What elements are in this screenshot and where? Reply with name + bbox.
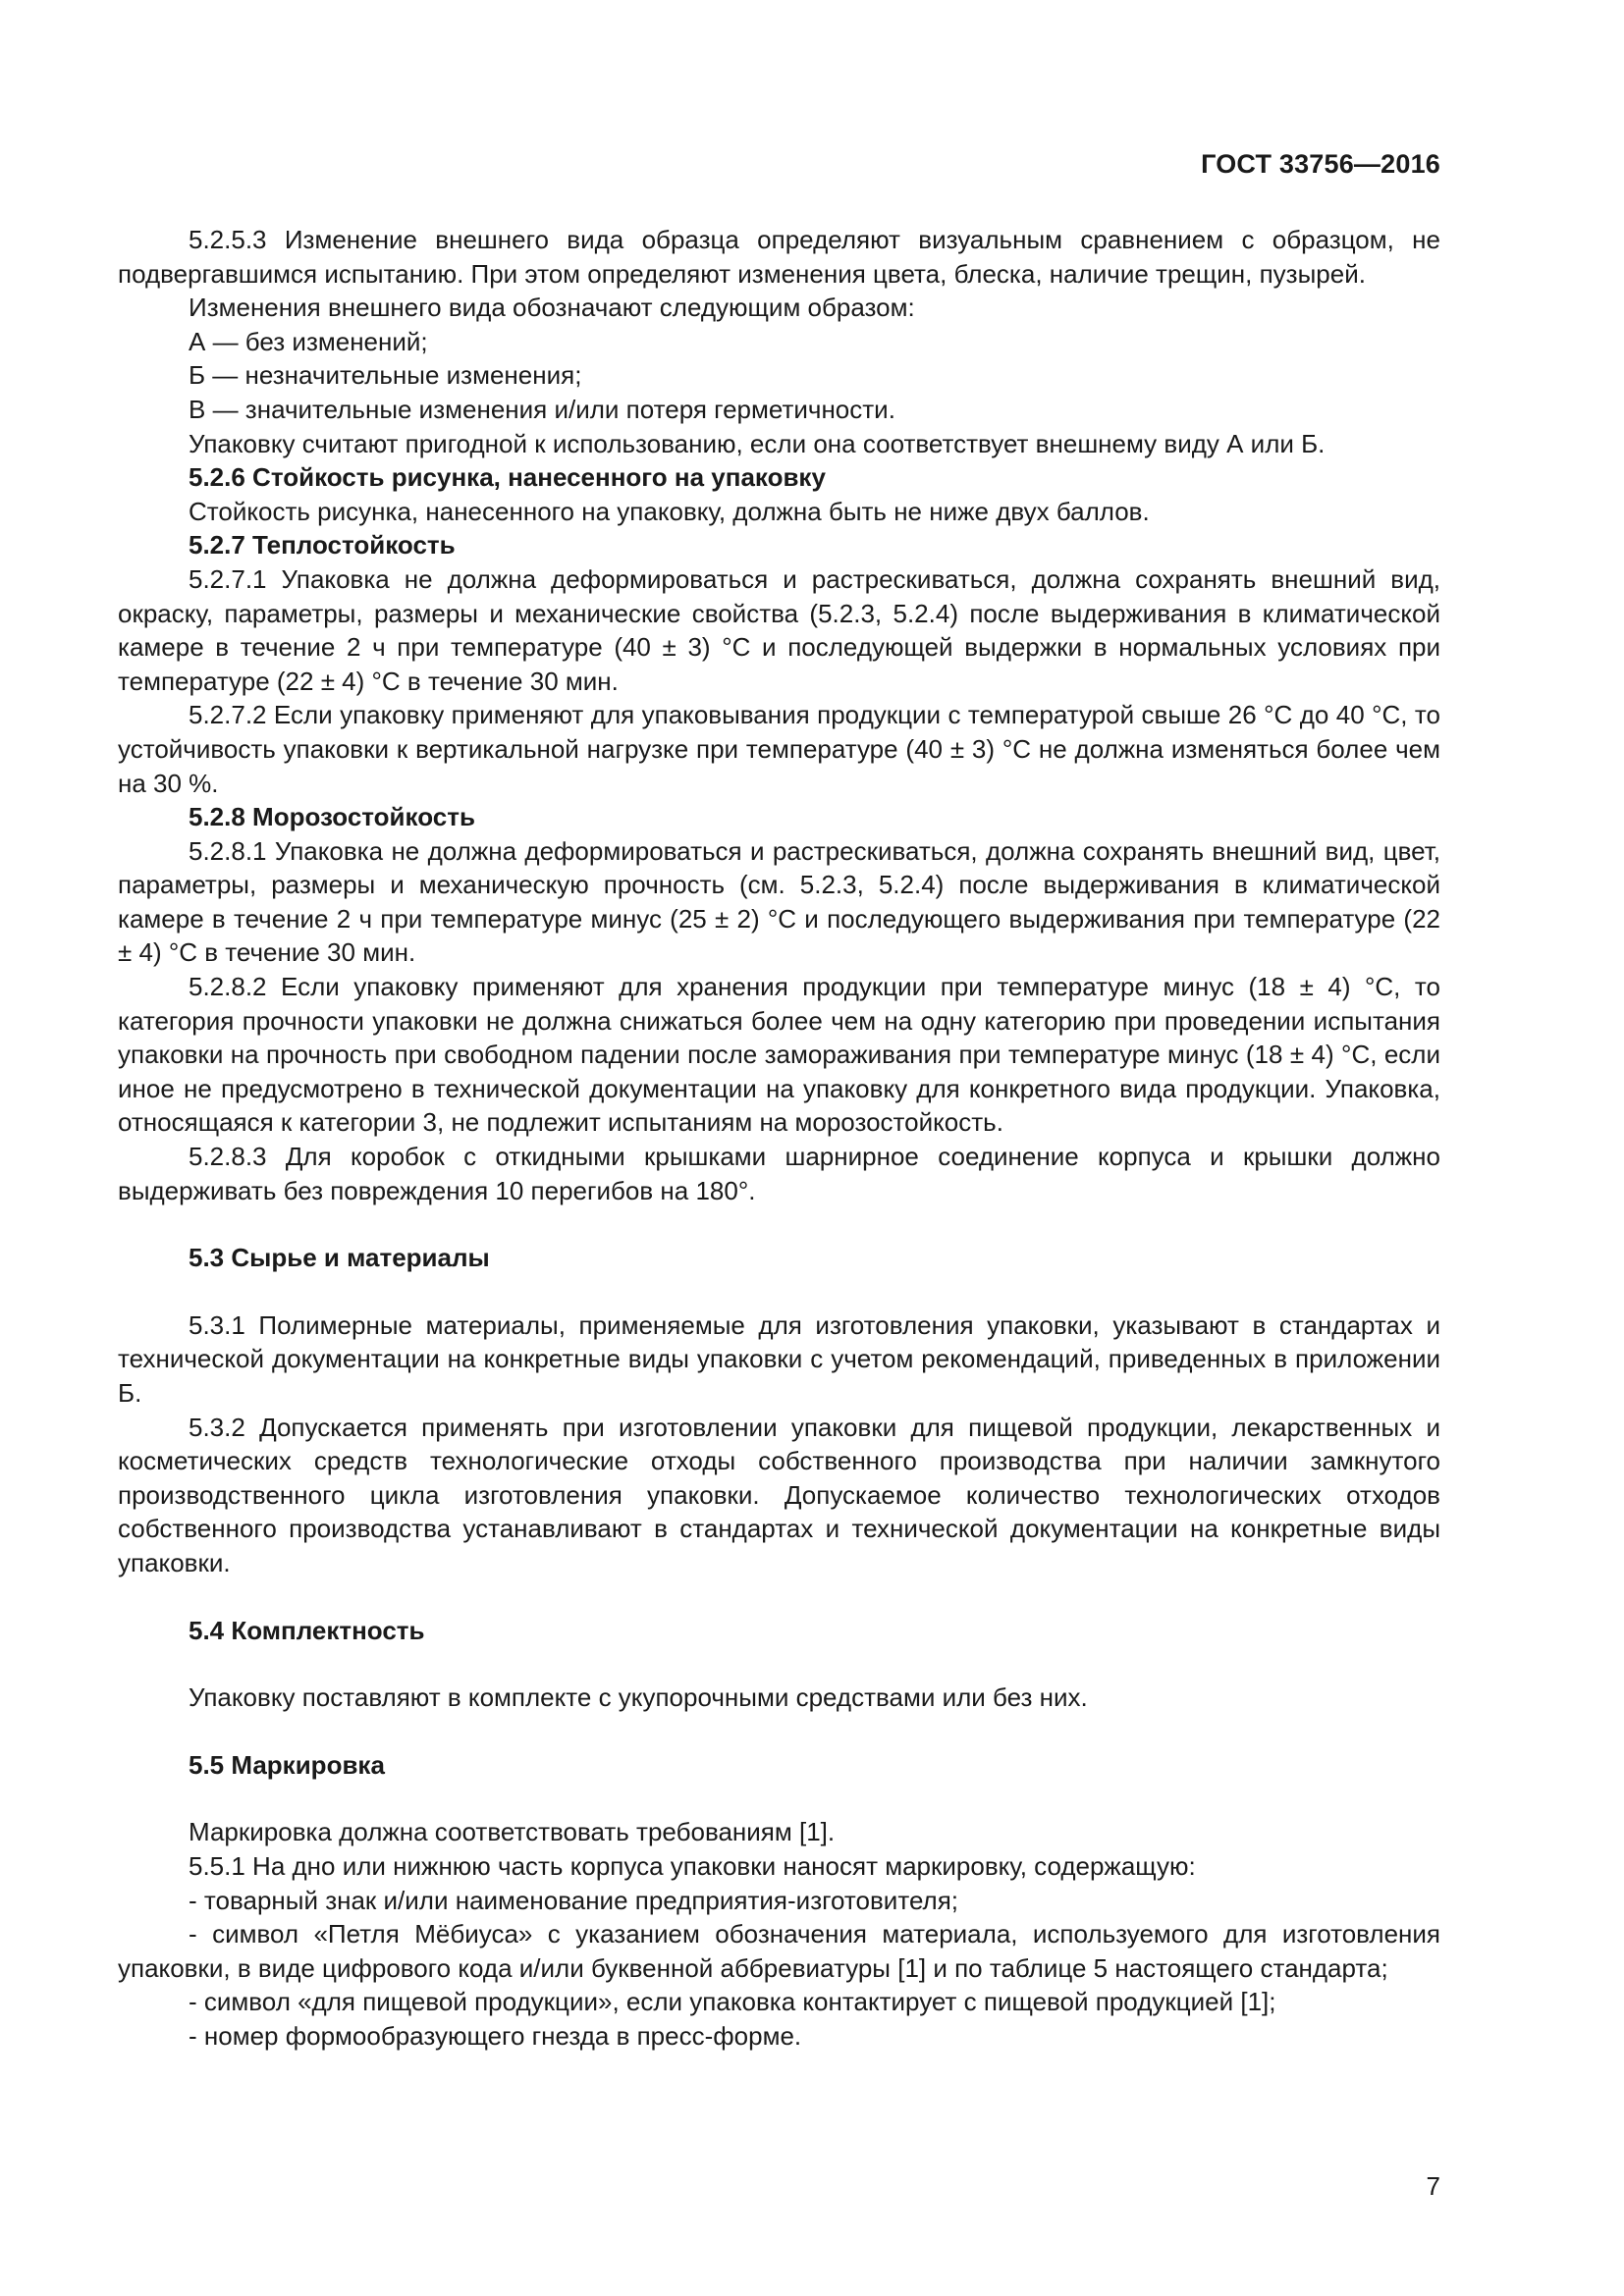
paragraph-appearance-intro: Изменения внешнего вида обозначают следующим образом: <box>189 293 915 323</box>
document-header-id: ГОСТ 33756—2016 <box>1201 149 1440 179</box>
heading-5-2-7: 5.2.7 Теплостойкость <box>189 530 456 561</box>
heading-5-2-6: 5.2.6 Стойкость рисунка, нанесенного на упаковку <box>189 462 826 493</box>
paragraph-5-2-7-1: 5.2.7.1 Упаковка не должна деформироваться и растрескиваться, должна сохранять внешний вид, окраску, параметры, размеры и механические свойства (5.2.3, 5.2.4) после выдерживания в климатической камере в течение 2 ч при температуре (40 ± 3) °С и последующей выдержки в нормальных условиях при температуре (22 ± 4) °С в течение 30 мин. <box>118 563 1440 696</box>
paragraph-5-2-7-2: 5.2.7.2 Если упаковку применяют для упаковывания продукции с температурой свыше 26 °С до 40 °С, то устойчивость упаковки к вертикальной нагрузке при температуре (40 ± 3) °С не должна изменяться более чем на 30 %. <box>118 700 1440 798</box>
marking-item-food-symbol: - символ «для пищевой продукции», если упаковка контактирует с пищевой продукцией [1]; <box>189 1987 1276 2017</box>
heading-5-5: 5.5 Маркировка <box>189 1749 385 1780</box>
list-item-b: Б — незначительные изменения; <box>189 360 582 391</box>
marking-item-cavity-number: - номер формообразующего гнезда в пресс-форме. <box>189 2020 802 2051</box>
paragraph-5-2-8-2: 5.2.8.2 Если упаковку применяют для хранения продукции при температуре минус (18 ± 4) °С, то категория прочности упаковки не должна снижаться более чем на одну категорию при проведении испытания упаковки на прочность при свободном падении после замораживания при температуре минус (18 ± 4) °С, если иное не предусмотрено в технической документации на упаковку для конкретного вида продукции. Упаковка, относящаяся к категории 3, не подлежит испытаниям на морозостойкость. <box>118 972 1440 1138</box>
list-item-v: В — значительные изменения и/или потеря герметичности. <box>189 394 895 424</box>
page-number: 7 <box>1426 2171 1440 2201</box>
marking-item-trademark: - товарный знак и/или наименование предприятия-изготовителя; <box>189 1885 959 1915</box>
paragraph-5-2-6: Стойкость рисунка, нанесенного на упаковку, должна быть не ниже двух баллов. <box>189 496 1150 526</box>
paragraph-5-3-1: 5.3.1 Полимерные материалы, применяемые для изготовления упаковки, указывают в стандартах и технической документации на конкретные виды упаковки с учетом рекомендаций, приведенных в приложении Б. <box>118 1309 1440 1408</box>
paragraph-5-3-2: 5.3.2 Допускается применять при изготовлении упаковки для пищевой продукции, лекарственных и косметических средств технологические отходы собственного производства при наличии замкнутого производственного цикла изготовления упаковки. Допускаемое количество технологических отходов собственного производства устанавливают в стандартах и технической документации на конкретные виды упаковки. <box>118 1412 1440 1577</box>
paragraph-5-2-5-3: 5.2.5.3 Изменение внешнего вида образца определяют визуальным сравнением с образцом, не подвергавшимся испытанию. При этом определяют изменения цвета, блеска, наличие трещин, пузырей. <box>118 225 1440 289</box>
paragraph-5-2-8-1: 5.2.8.1 Упаковка не должна деформироваться и растрескиваться, должна сохранять внешний вид, цвет, параметры, размеры и механическую прочность (см. 5.2.3, 5.2.4) после выдерживания в климатической камере в течение 2 ч при температуре минус (25 ± 2) °С и последующего выдерживания при температуре (22 ± 4) °С в течение 30 мин. <box>118 835 1440 968</box>
paragraph-5-5-1: 5.5.1 На дно или нижнюю часть корпуса упаковки наносят маркировку, содержащую: <box>189 1850 1196 1881</box>
paragraph-usability: Упаковку считают пригодной к использованию, если она соответствует внешнему виду А или Б. <box>189 428 1326 458</box>
list-item-a: А — без изменений; <box>189 326 428 356</box>
marking-item-mobius: - символ «Петля Мёбиуса» с указанием обозначения материала, используемого для изготовления упаковки, в виде цифрового кода и/или буквенной аббревиатуры [1] и по таблице 5 настоящего стандарта; <box>118 1919 1440 1983</box>
heading-5-4: 5.4 Комплектность <box>189 1615 425 1645</box>
paragraph-5-5-intro: Маркировка должна соответствовать требованиям [1]. <box>189 1817 836 1847</box>
heading-5-3: 5.3 Сырье и материалы <box>189 1243 490 1273</box>
paragraph-5-2-8-3: 5.2.8.3 Для коробок с откидными крышками шарнирное соединение корпуса и крышки должно выдерживать без повреждения 10 перегибов на 180°. <box>118 1142 1440 1205</box>
paragraph-5-4: Упаковку поставляют в комплекте с укупорочными средствами или без них. <box>189 1682 1088 1713</box>
document-body <box>118 223 1440 2054</box>
heading-5-2-8: 5.2.8 Морозостойкость <box>189 802 475 832</box>
